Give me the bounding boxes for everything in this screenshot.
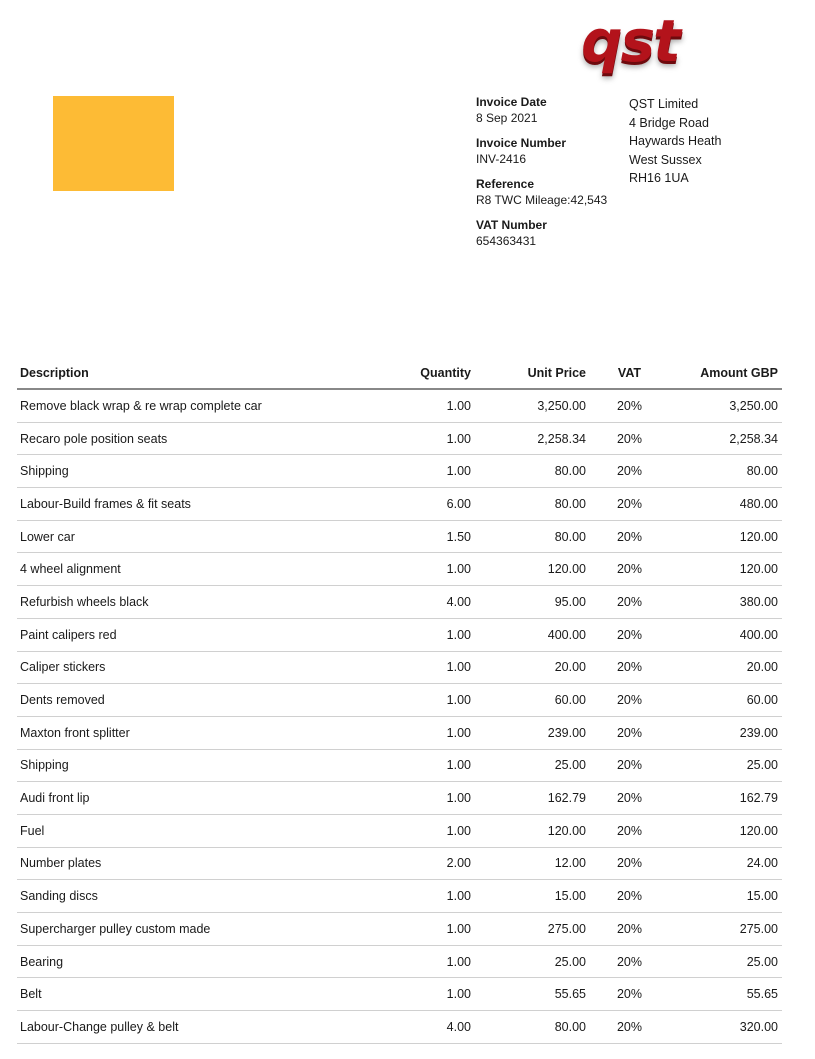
cell-description: Recaro pole position seats — [17, 422, 357, 455]
cell-amount: 120.00 — [670, 553, 782, 586]
cell-description: 4 wheel alignment — [17, 553, 357, 586]
cell-amount: 55.65 — [670, 978, 782, 1011]
cell-description: Dents removed — [17, 684, 357, 717]
cell-description: Lower car — [17, 520, 357, 553]
table-row — [17, 389, 782, 422]
cell-vat: 20% — [590, 880, 670, 913]
cell-description: Supercharger pulley custom made — [17, 913, 357, 946]
cell-unit-price: 2,258.34 — [475, 422, 590, 455]
cell-quantity: 1.00 — [357, 684, 475, 717]
cell-amount: 400.00 — [670, 618, 782, 651]
cell-unit-price: 3,250.00 — [475, 389, 590, 422]
cell-unit-price: 80.00 — [475, 488, 590, 521]
reference-block — [476, 177, 626, 209]
header-unit-price: Unit Price — [475, 358, 590, 389]
table-row — [17, 880, 782, 913]
cell-description: Belt — [17, 978, 357, 1011]
cell-quantity: 4.00 — [357, 1011, 475, 1044]
cell-description: Labour-Build frames & fit seats — [17, 488, 357, 521]
placeholder-image — [53, 96, 174, 191]
table-row — [17, 847, 782, 880]
invoice-number-label: Invoice Number — [476, 136, 567, 150]
invoice-date: 8 Sep 2021 — [476, 111, 538, 125]
cell-quantity: 1.00 — [357, 618, 475, 651]
company-name: QST Limited — [629, 97, 699, 111]
table-row — [17, 520, 782, 553]
cell-unit-price: 80.00 — [475, 455, 590, 488]
cell-quantity: 1.00 — [357, 716, 475, 749]
company-logo — [540, 8, 720, 74]
cell-quantity: 1.00 — [357, 422, 475, 455]
header-quantity: Quantity — [357, 358, 475, 389]
cell-vat: 20% — [590, 455, 670, 488]
vat-number-block — [476, 218, 626, 250]
table-header-row — [17, 358, 782, 389]
table-row — [17, 782, 782, 815]
cell-vat: 20% — [590, 978, 670, 1011]
table-row — [17, 422, 782, 455]
cell-unit-price: 25.00 — [475, 945, 590, 978]
cell-quantity: 1.00 — [357, 651, 475, 684]
table-row — [17, 978, 782, 1011]
cell-vat: 20% — [590, 651, 670, 684]
cell-amount: 480.00 — [670, 488, 782, 521]
table-row — [17, 814, 782, 847]
invoice-number: INV-2416 — [476, 152, 527, 166]
cell-amount: 275.00 — [670, 913, 782, 946]
cell-description: Shipping — [17, 455, 357, 488]
cell-vat: 20% — [590, 913, 670, 946]
cell-description: Paint calipers red — [17, 618, 357, 651]
cell-unit-price: 162.79 — [475, 782, 590, 815]
invoice-number-block — [476, 136, 626, 168]
cell-vat: 20% — [590, 389, 670, 422]
cell-quantity: 1.00 — [357, 553, 475, 586]
address-line-1: 4 Bridge Road — [629, 115, 709, 130]
cell-description: Bearing — [17, 945, 357, 978]
cell-amount: 320.00 — [670, 1011, 782, 1044]
cell-unit-price: 60.00 — [475, 684, 590, 717]
line-items-table — [17, 358, 782, 1044]
cell-vat: 20% — [590, 749, 670, 782]
cell-amount: 20.00 — [670, 651, 782, 684]
cell-quantity: 1.00 — [357, 389, 475, 422]
reference-label: Reference — [476, 177, 535, 191]
cell-vat: 20% — [590, 814, 670, 847]
cell-quantity: 1.00 — [357, 782, 475, 815]
cell-amount: 15.00 — [670, 880, 782, 913]
cell-amount: 24.00 — [670, 847, 782, 880]
header-description: Description — [17, 358, 357, 389]
cell-vat: 20% — [590, 422, 670, 455]
cell-unit-price: 239.00 — [475, 716, 590, 749]
cell-quantity: 1.00 — [357, 978, 475, 1011]
table-row — [17, 945, 782, 978]
cell-description: Shipping — [17, 749, 357, 782]
cell-description: Caliper stickers — [17, 651, 357, 684]
invoice-date-label: Invoice Date — [476, 95, 547, 109]
invoice-date-block — [476, 95, 626, 127]
cell-quantity: 6.00 — [357, 488, 475, 521]
cell-amount: 25.00 — [670, 945, 782, 978]
table-row — [17, 684, 782, 717]
cell-quantity: 1.00 — [357, 880, 475, 913]
cell-unit-price: 275.00 — [475, 913, 590, 946]
cell-vat: 20% — [590, 1011, 670, 1044]
address-postcode: RH16 1UA — [629, 171, 689, 185]
cell-vat: 20% — [590, 488, 670, 521]
cell-vat: 20% — [590, 716, 670, 749]
cell-quantity: 2.00 — [357, 847, 475, 880]
logo-text: qst — [581, 7, 679, 75]
company-address — [629, 95, 721, 188]
address-line-3: West Sussex — [629, 152, 702, 167]
table-row — [17, 586, 782, 619]
table-row — [17, 1011, 782, 1044]
cell-amount: 80.00 — [670, 455, 782, 488]
cell-quantity: 1.00 — [357, 749, 475, 782]
cell-amount: 380.00 — [670, 586, 782, 619]
vat-number: 654363431 — [476, 234, 537, 248]
table-row — [17, 749, 782, 782]
cell-quantity: 1.00 — [357, 913, 475, 946]
cell-description: Audi front lip — [17, 782, 357, 815]
cell-unit-price: 400.00 — [475, 618, 590, 651]
cell-description: Labour-Change pulley & belt — [17, 1011, 357, 1044]
cell-vat: 20% — [590, 520, 670, 553]
vat-number-label: VAT Number — [476, 218, 547, 232]
cell-amount: 120.00 — [670, 520, 782, 553]
cell-vat: 20% — [590, 684, 670, 717]
reference-value: R8 TWC Mileage:42,543 — [476, 193, 608, 207]
cell-unit-price: 15.00 — [475, 880, 590, 913]
table-row — [17, 488, 782, 521]
cell-unit-price: 55.65 — [475, 978, 590, 1011]
cell-unit-price: 80.00 — [475, 1011, 590, 1044]
cell-amount: 60.00 — [670, 684, 782, 717]
cell-amount: 120.00 — [670, 814, 782, 847]
cell-description: Remove black wrap & re wrap complete car — [17, 389, 357, 422]
cell-vat: 20% — [590, 945, 670, 978]
cell-vat: 20% — [590, 553, 670, 586]
cell-description: Number plates — [17, 847, 357, 880]
cell-amount: 25.00 — [670, 749, 782, 782]
table-row — [17, 651, 782, 684]
cell-amount: 239.00 — [670, 716, 782, 749]
cell-quantity: 4.00 — [357, 586, 475, 619]
header-amount: Amount GBP — [670, 358, 782, 389]
header-vat: VAT — [590, 358, 670, 389]
cell-quantity: 1.00 — [357, 455, 475, 488]
cell-unit-price: 80.00 — [475, 520, 590, 553]
cell-amount: 162.79 — [670, 782, 782, 815]
cell-quantity: 1.50 — [357, 520, 475, 553]
cell-unit-price: 120.00 — [475, 553, 590, 586]
cell-amount: 2,258.34 — [670, 422, 782, 455]
cell-unit-price: 25.00 — [475, 749, 590, 782]
cell-description: Sanding discs — [17, 880, 357, 913]
cell-unit-price: 95.00 — [475, 586, 590, 619]
cell-description: Refurbish wheels black — [17, 586, 357, 619]
invoice-details — [476, 95, 626, 259]
address-line-2: Haywards Heath — [629, 134, 722, 148]
cell-quantity: 1.00 — [357, 814, 475, 847]
cell-unit-price: 12.00 — [475, 847, 590, 880]
cell-vat: 20% — [590, 847, 670, 880]
table-row — [17, 618, 782, 651]
cell-amount: 3,250.00 — [670, 389, 782, 422]
cell-unit-price: 120.00 — [475, 814, 590, 847]
cell-vat: 20% — [590, 586, 670, 619]
table-row — [17, 455, 782, 488]
cell-description: Maxton front splitter — [17, 716, 357, 749]
cell-description: Fuel — [17, 814, 357, 847]
cell-quantity: 1.00 — [357, 945, 475, 978]
cell-unit-price: 20.00 — [475, 651, 590, 684]
table-row — [17, 913, 782, 946]
table-row — [17, 716, 782, 749]
cell-vat: 20% — [590, 618, 670, 651]
table-row — [17, 553, 782, 586]
cell-vat: 20% — [590, 782, 670, 815]
